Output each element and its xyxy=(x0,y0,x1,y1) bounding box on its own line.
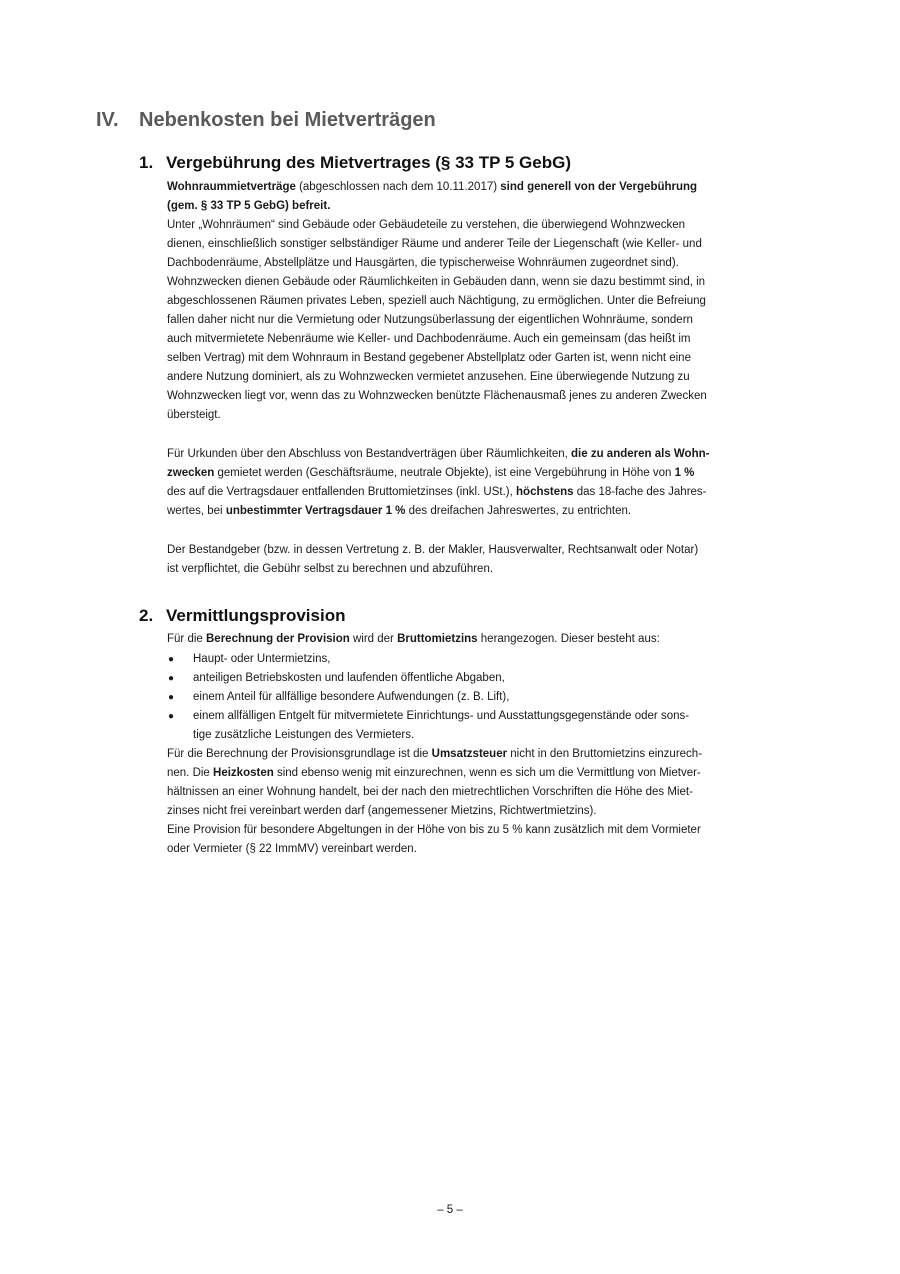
bold-term: Berechnung der Provision xyxy=(206,633,350,645)
text-line xyxy=(167,764,757,783)
text-line: anteiligen Betriebskosten und laufenden öffentliche Abgaben, xyxy=(193,672,505,684)
list-item xyxy=(167,669,757,688)
section-2-number: 2. xyxy=(139,606,154,625)
text-line: ist verpflichtet, die Gebühr selbst zu berechnen und abzuführen. xyxy=(167,563,494,575)
bullet-icon: ● xyxy=(168,654,175,665)
text-run: des auf die Vertragsdauer entfallenden Bruttomietzinses (inkl. USt.), xyxy=(167,486,517,498)
text-line: Wohnzwecken liegt vor, wenn das zu Wohnzwecken benützte Flächenausmaß jenes zu anderen Zwecken xyxy=(167,390,707,402)
text-line: Dachbodenräume, Abstellplätze und Hausgärten, die typischerweise Wohnräumen zugeordnet sind). xyxy=(167,257,679,269)
text-run: Für die xyxy=(167,633,206,645)
section-1-paragraph-business-rent xyxy=(167,445,757,521)
bullet-icon: ● xyxy=(168,711,175,722)
text-line xyxy=(167,445,757,464)
bold-term: Heizkosten xyxy=(213,767,274,779)
text-line: oder Vermieter (§ 22 ImmMV) vereinbart werden. xyxy=(167,843,417,855)
text-line: Der Bestandgeber (bzw. in dessen Vertretung z. B. der Makler, Hausverwalter, Rechtsanwalt oder Notar) xyxy=(167,544,699,556)
section-2-paragraph-calculation xyxy=(167,745,757,859)
rent-components-list xyxy=(167,650,757,745)
text-line: Unter „Wohnräumen“ sind Gebäude oder Gebäudeteile zu verstehen, die überwiegend Wohnzwecken xyxy=(167,219,686,231)
bold-term: Bruttomietzins xyxy=(397,633,478,645)
text-run: Für die Berechnung der Provisionsgrundlage ist die xyxy=(167,748,432,760)
text-line: Wohnzwecken dienen Gebäude oder Räumlichkeiten in Gebäuden dann, wenn sie dazu bestimmt sind, in xyxy=(167,276,706,288)
chapter-title: Nebenkosten bei Mietverträgen xyxy=(139,109,436,131)
section-2-heading xyxy=(139,606,345,626)
bold-term: zwecken xyxy=(167,467,215,479)
bold-term: die zu anderen als Wohn- xyxy=(571,448,710,460)
section-1-paragraph-landlord-duty xyxy=(167,541,757,579)
section-1-number: 1. xyxy=(139,153,154,172)
bold-term: unbestimmter Vertragsdauer 1 % xyxy=(225,505,406,517)
text-run: wertes, bei xyxy=(167,505,226,517)
text-line: dienen, einschließlich sonstiger selbständiger Räume und anderer Teile der Liegenschaft (wie Keller- und xyxy=(167,238,702,250)
text-line: zinses nicht frei vereinbart werden darf (angemessener Mietzins, Richtwertmietzins). xyxy=(167,805,597,817)
text-run: gemietet werden (Geschäftsräume, neutrale Objekte), ist eine Vergebührung in Höhe von xyxy=(214,467,675,479)
chapter-number: IV. xyxy=(96,109,119,131)
text-run: das 18-fache des Jahres- xyxy=(573,486,707,498)
text-line xyxy=(167,502,757,521)
section-1-paragraph-definition xyxy=(167,216,757,425)
text-line: fallen daher nicht nur die Vermietung oder Nutzungsüberlassung der eigentlichen Wohnräume, sondern xyxy=(167,314,693,326)
text-line: selben Vertrag) mit dem Wohnraum in Bestand gegebener Abstellplatz oder Garten ist, wenn nicht eine xyxy=(167,352,691,364)
text-run: nicht in den Bruttomietzins einzurech- xyxy=(507,748,703,760)
page-number: – 5 – xyxy=(437,1204,463,1216)
text-line: tige zusätzliche Leistungen des Vermieters. xyxy=(193,729,415,741)
bold-term: Wohnraummietverträge xyxy=(167,181,296,193)
text-run: nen. Die xyxy=(167,767,214,779)
text-line: hältnissen an einer Wohnung handelt, bei der nach den mietrechtlichen Vorschriften die Höhe des Miet- xyxy=(167,786,693,798)
bold-term: 1 % xyxy=(674,467,695,479)
text-run: des dreifachen Jahreswertes, zu entrichten. xyxy=(405,505,632,517)
section-2-title: Vermittlungsprovision xyxy=(166,606,346,625)
text-run: (abgeschlossen nach dem 10.11.2017) xyxy=(295,181,501,193)
text-run: Für Urkunden über den Abschluss von Bestandverträgen über Räumlichkeiten, xyxy=(167,448,572,460)
text-line: Haupt- oder Untermietzins, xyxy=(193,653,331,665)
bold-term: Umsatzsteuer xyxy=(431,748,508,760)
bold-term: (gem. § 33 TP 5 GebG) befreit. xyxy=(167,200,331,212)
section-1-title: Vergebührung des Mietvertrages (§ 33 TP 5 GebG) xyxy=(166,153,571,172)
list-item xyxy=(167,650,757,669)
text-line: einem allfälligen Entgelt für mitvermietete Einrichtungs- und Ausstattungsgegenstände oder sons- xyxy=(193,710,690,722)
text-line: auch mitvermietete Nebenräume wie Keller- und Dachbodenräume. Auch ein gemeinsam (das heißt im xyxy=(167,333,691,345)
text-run: sind ebenso wenig mit einzurechnen, wenn es sich um die Vermittlung von Mietver- xyxy=(273,767,701,779)
text-line xyxy=(167,483,757,502)
section-1-paragraph-exemption xyxy=(167,178,757,216)
text-line xyxy=(167,745,757,764)
chapter-heading xyxy=(96,109,436,132)
bold-term: höchstens xyxy=(516,486,574,498)
list-item xyxy=(167,707,757,745)
text-line: andere Nutzung dominiert, als zu Wohnzwecken vermietet anzusehen. Eine überwiegende Nutzung zu xyxy=(167,371,690,383)
bullet-icon: ● xyxy=(168,673,175,684)
text-line xyxy=(167,464,757,483)
section-2-intro xyxy=(167,630,757,649)
text-line xyxy=(167,630,757,649)
text-line xyxy=(167,178,757,197)
text-line: übersteigt. xyxy=(167,409,221,421)
text-line xyxy=(167,197,757,216)
text-line: abgeschlossenen Räumen privates Leben, speziell auch Nächtigung, zu ermöglichen. Unter die Befreiung xyxy=(167,295,706,307)
text-run: herangezogen. Dieser besteht aus: xyxy=(477,633,660,645)
text-line: einem Anteil für allfällige besondere Aufwendungen (z. B. Lift), xyxy=(193,691,510,703)
section-1-heading xyxy=(139,153,571,173)
bold-term: sind generell von der Vergebührung xyxy=(500,181,698,193)
text-line: Eine Provision für besondere Abgeltungen in der Höhe von bis zu 5 % kann zusätzlich mit dem Vormieter xyxy=(167,824,701,836)
text-run: wird der xyxy=(349,633,398,645)
list-item xyxy=(167,688,757,707)
bullet-icon: ● xyxy=(168,692,175,703)
